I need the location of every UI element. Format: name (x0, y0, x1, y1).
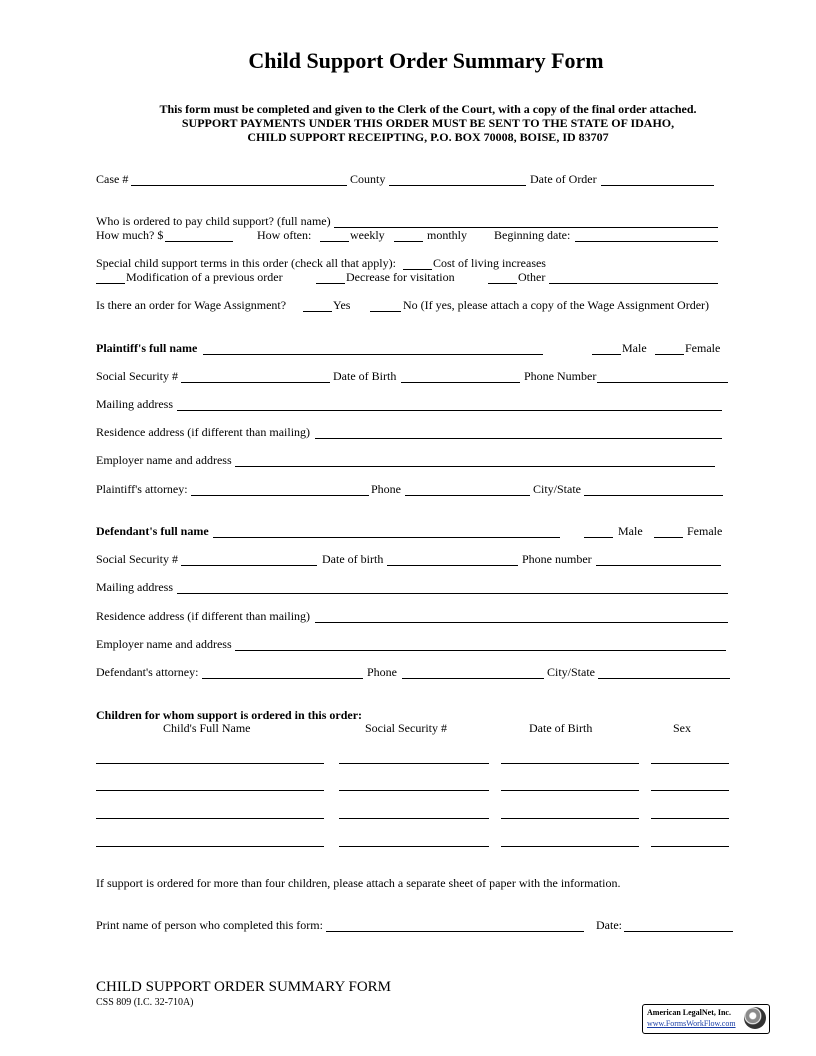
child-4-name-field[interactable] (96, 846, 324, 847)
defendant-male-check-field[interactable] (584, 537, 613, 538)
plaintiff-female-label: Female (685, 341, 721, 355)
plaintiff-dob-field[interactable] (401, 382, 520, 383)
defendant-attorney-label: Defendant's attorney: (96, 665, 199, 679)
plaintiff-phone-label: Phone Number (524, 369, 597, 383)
defendant-city-field[interactable] (598, 678, 730, 679)
child-2-dob-field[interactable] (501, 790, 639, 791)
defendant-mailing-field[interactable] (177, 593, 728, 594)
plaintiff-male-check-field[interactable] (592, 354, 621, 355)
monthly-check-field[interactable] (394, 241, 423, 242)
defendant-dob-label: Date of birth (322, 552, 384, 566)
amount-label: How much? $ (96, 228, 164, 242)
plaintiff-ssn-label: Social Security # (96, 369, 178, 383)
plaintiff-residence-label: Residence address (if different than mailing) (96, 425, 311, 439)
plaintiff-name-field[interactable] (203, 354, 543, 355)
defendant-city-label: City/State (547, 665, 595, 679)
defendant-female-check-field[interactable] (654, 537, 683, 538)
defendant-attorney-field[interactable] (202, 678, 363, 679)
child-2-name-field[interactable] (96, 790, 324, 791)
plaintiff-female-check-field[interactable] (655, 354, 684, 355)
plaintiff-attorney-phone-label: Phone (371, 482, 401, 496)
child-2-ssn-field[interactable] (339, 790, 489, 791)
publisher-logo (642, 1004, 770, 1034)
defendant-employer-label: Employer name and address (96, 637, 232, 651)
defendant-phone-label: Phone number (522, 552, 592, 566)
plaintiff-attorney-label: Plaintiff's attorney: (96, 482, 188, 496)
defendant-name-label: Defendant's full name (96, 524, 209, 538)
other-check-field[interactable] (488, 283, 517, 284)
weekly-label: weekly (350, 228, 385, 242)
frequency-label: How often: (257, 228, 312, 242)
wage-no-check-field[interactable] (370, 311, 401, 312)
order-date-field[interactable] (601, 185, 714, 186)
wage-question: Is there an order for Wage Assignment? (96, 298, 287, 312)
amount-field[interactable] (165, 241, 233, 242)
modification-label: Modification of a previous order (126, 270, 283, 284)
order-date-label: Date of Order (530, 172, 597, 186)
child-3-name-field[interactable] (96, 818, 324, 819)
payer-label: Who is ordered to pay child support? (full name) (96, 214, 331, 228)
plaintiff-mailing-label: Mailing address (96, 397, 173, 411)
col-child-ssn: Social Security # (365, 721, 447, 735)
wage-no-label: No (If yes, please attach a copy of the Wage Assignment Order) (403, 298, 710, 312)
globe-icon (744, 1007, 766, 1029)
plaintiff-dob-label: Date of Birth (333, 369, 397, 383)
child-1-sex-field[interactable] (651, 763, 729, 764)
plaintiff-mailing-field[interactable] (177, 410, 722, 411)
footer-form-code: CSS 809 (I.C. 32-710A) (96, 997, 194, 1008)
child-4-sex-field[interactable] (651, 846, 729, 847)
plaintiff-residence-field[interactable] (315, 438, 722, 439)
print-date-label: Date: (596, 918, 622, 932)
footer-title: CHILD SUPPORT ORDER SUMMARY FORM (96, 979, 392, 995)
child-3-dob-field[interactable] (501, 818, 639, 819)
logo-company-name: American LegalNet, Inc. (647, 1008, 731, 1017)
decrease-check-field[interactable] (316, 283, 345, 284)
decrease-label: Decrease for visitation (346, 270, 455, 284)
beginning-date-label: Beginning date: (494, 228, 571, 242)
defendant-male-label: Male (618, 524, 643, 538)
monthly-label: monthly (427, 228, 468, 242)
plaintiff-city-label: City/State (533, 482, 581, 496)
weekly-check-field[interactable] (320, 241, 349, 242)
print-name-field[interactable] (326, 931, 584, 932)
beginning-date-field[interactable] (575, 241, 718, 242)
other-label: Other (518, 270, 546, 284)
defendant-employer-field[interactable] (235, 650, 726, 651)
county-field[interactable] (389, 185, 526, 186)
child-1-dob-field[interactable] (501, 763, 639, 764)
cost-living-label: Cost of living increases (433, 256, 546, 270)
plaintiff-attorney-field[interactable] (191, 495, 369, 496)
modification-check-field[interactable] (96, 283, 125, 284)
defendant-ssn-label: Social Security # (96, 552, 178, 566)
logo-website-link[interactable]: www.FormsWorkFlow.com (647, 1019, 736, 1028)
plaintiff-employer-label: Employer name and address (96, 453, 232, 467)
wage-yes-label: Yes (333, 298, 351, 312)
defendant-ssn-field[interactable] (181, 565, 317, 566)
defendant-phone-field[interactable] (596, 565, 721, 566)
defendant-attorney-phone-field[interactable] (402, 678, 544, 679)
defendant-name-field[interactable] (213, 537, 560, 538)
child-1-ssn-field[interactable] (339, 763, 489, 764)
plaintiff-phone-field[interactable] (597, 382, 728, 383)
print-name-label: Print name of person who completed this form: (96, 918, 323, 932)
child-4-dob-field[interactable] (501, 846, 639, 847)
child-1-name-field[interactable] (96, 763, 324, 764)
header-address: CHILD SUPPORT RECEIPTING, P.O. BOX 70008, BOISE, ID 83707 (247, 130, 609, 144)
child-4-ssn-field[interactable] (339, 846, 489, 847)
defendant-residence-label: Residence address (if different than mailing) (96, 609, 311, 623)
defendant-mailing-label: Mailing address (96, 580, 173, 594)
case-label: Case # (96, 172, 129, 186)
wage-yes-check-field[interactable] (303, 311, 332, 312)
col-child-dob: Date of Birth (529, 721, 593, 735)
plaintiff-name-label: Plaintiff's full name (96, 341, 198, 355)
child-2-sex-field[interactable] (651, 790, 729, 791)
header-instruction: This form must be completed and given to the Clerk of the Court, with a copy of the final order attached. (159, 102, 697, 116)
plaintiff-ssn-field[interactable] (181, 382, 330, 383)
defendant-dob-field[interactable] (387, 565, 518, 566)
defendant-residence-field[interactable] (315, 622, 728, 623)
special-terms-label: Special child support terms in this order (check all that apply): (96, 256, 396, 270)
print-date-field[interactable] (624, 931, 733, 932)
plaintiff-attorney-phone-field[interactable] (405, 495, 530, 496)
children-heading: Children for whom support is ordered in this order: (96, 708, 363, 722)
plaintiff-city-field[interactable] (584, 495, 723, 496)
child-3-ssn-field[interactable] (339, 818, 489, 819)
county-label: County (350, 172, 386, 186)
defendant-attorney-phone-label: Phone (367, 665, 397, 679)
extra-children-note: If support is ordered for more than four children, please attach a separate sheet of paper with the information. (96, 876, 621, 890)
page-title: Child Support Order Summary Form (248, 48, 604, 73)
plaintiff-male-label: Male (622, 341, 647, 355)
plaintiff-employer-field[interactable] (235, 466, 715, 467)
case-number-field[interactable] (131, 185, 347, 186)
col-child-name: Child's Full Name (163, 721, 251, 735)
other-terms-field[interactable] (549, 283, 718, 284)
child-3-sex-field[interactable] (651, 818, 729, 819)
col-child-sex: Sex (673, 721, 691, 735)
header-payment-notice: SUPPORT PAYMENTS UNDER THIS ORDER MUST BE SENT TO THE STATE OF IDAHO, (181, 116, 675, 130)
defendant-female-label: Female (687, 524, 723, 538)
